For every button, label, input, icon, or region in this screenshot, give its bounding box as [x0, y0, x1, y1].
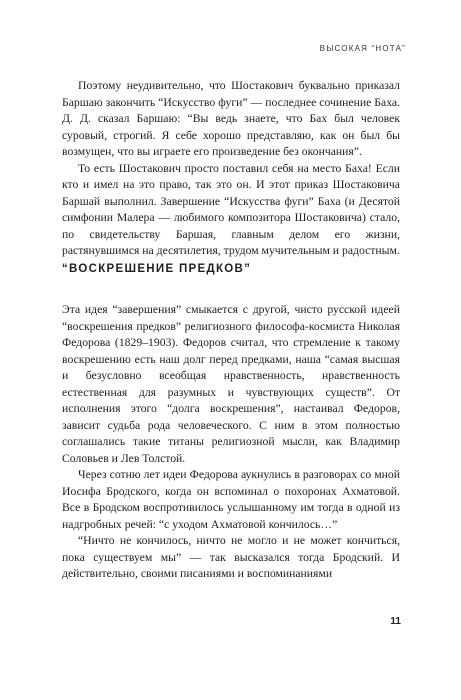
running-header: ВЫСОКАЯ “НОТА”	[319, 44, 406, 53]
page-number: 11	[390, 616, 401, 627]
body-text-after-section	[62, 302, 400, 583]
body-text-before-section	[62, 78, 400, 260]
paragraph: Поэтому неудивительно, что Шостакович буквально приказал Баршаю закончить “Искусство фуги” — последнее сочинение Баха. Д. Д. сказал Баршаю: “Вы ведь знаете, что Бах был человек суровый, строгий. Я себе хорошо представляю, как он был бы возмущен, что вы играете его произведение без окончания”.	[62, 79, 400, 158]
paragraph: Через сотню лет идеи Федорова аукнулись в разговорах со мной Иосифа Бродского, когда он вспоминал о похоронах Ахматовой. Все в Бродском воспротивилось услышанному им тогда в одной из надгробных речей: “с уходом Ахматовой кончилось…”	[62, 468, 400, 531]
paragraph: То есть Шостакович просто поставил себя на место Баха! Если кто и имел на это право, так это он. И этот приказ Шостаковича Баршай выполнил. Завершение “Искусства фуги” Баха (и Десятой симфонии Малера — любимого композитора Шостаковича) стало, по свидетельству Баршая, главным делом его жизни, растянувшимся на десятилетия, трудом мучительным и радостным.	[62, 161, 400, 257]
section-heading: “ВОСКРЕШЕНИЕ ПРЕДКОВ”	[62, 263, 252, 275]
paragraph: Эта идея “завершения” смыкается с другой, чисто русской идеей “воскрешения предков” религиозного философа-космиста Николая Федорова (1829–1903). Федоров считал, что стремление к такому воскрешению есть наш долг перед предками, наша “самая высшая и безусловно всеобщая нравственность, нравственность естественная для разумных и чувствующих существ”. От исполнения этого “долга воскрешения”, настаивал Федоров, зависит судьба рода человеческого. С ним в этом полностью соглашались такие титаны религиозной мысли, как Владимир Соловьев и Лев Толстой.	[62, 303, 400, 465]
paragraph: “Ничто не кончилось, ничто не могло и не может кончиться, пока существуем мы” — так высказался тогда Бродский. И действительно, своими писаниями и воспоминаниями	[62, 534, 400, 580]
